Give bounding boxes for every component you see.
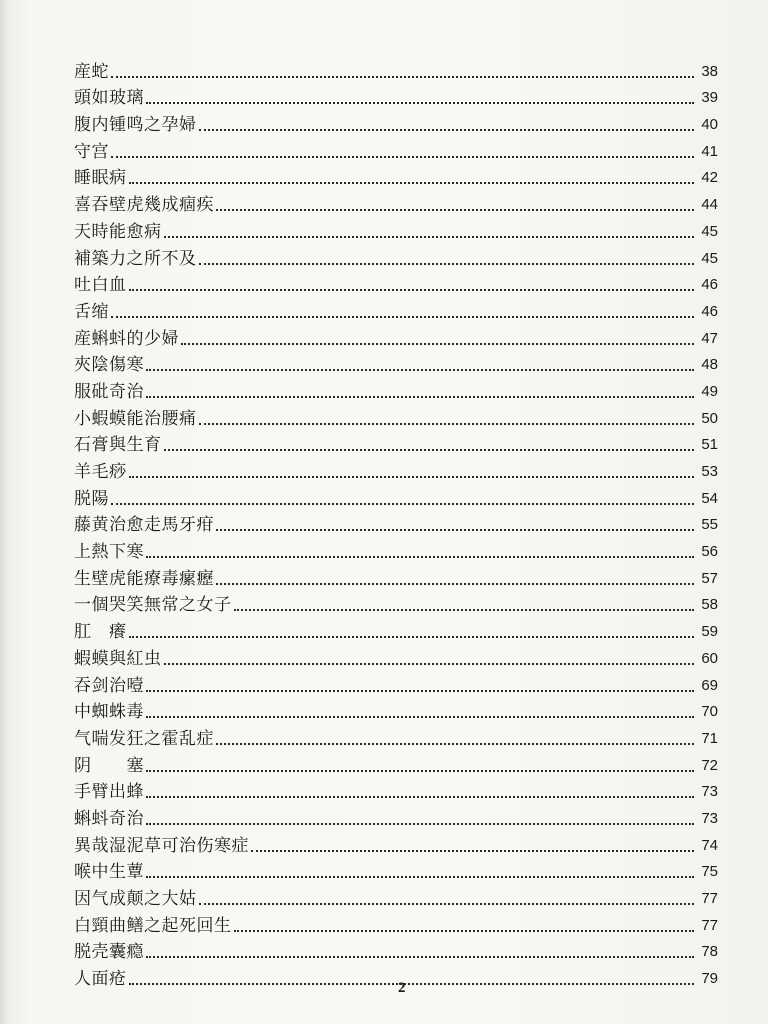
- toc-entry-title: 補築力之所不及: [74, 248, 197, 269]
- dot-leader: [146, 716, 694, 718]
- toc-entry: [74, 108, 718, 135]
- dot-leader: [146, 102, 694, 104]
- toc-entry-title: 産蝌蚪的少婦: [74, 328, 179, 349]
- dot-leader: [251, 850, 694, 852]
- toc-entry-title: 吞剑治噎: [74, 675, 144, 696]
- toc-entry: [74, 375, 718, 402]
- dot-leader: [129, 182, 695, 184]
- dot-leader: [216, 583, 694, 585]
- dot-leader: [181, 343, 694, 345]
- dot-leader: [111, 156, 694, 158]
- toc-entry-title: 舌缩: [74, 301, 109, 322]
- toc-entry-page: 49: [701, 382, 718, 400]
- toc-entry: [74, 882, 718, 909]
- dot-leader: [234, 609, 695, 611]
- toc-entry-page: 79: [701, 970, 718, 988]
- dot-leader: [111, 503, 694, 505]
- dot-leader: [129, 476, 695, 478]
- toc-entry: [74, 589, 718, 616]
- toc-entry-title: 蝌蚪奇治: [74, 808, 144, 829]
- toc-entry-page: 56: [701, 543, 718, 561]
- toc-entry-title: 肛 癢: [74, 622, 127, 643]
- toc-entry-page: 58: [701, 596, 718, 614]
- dot-leader: [216, 743, 694, 745]
- toc-entry: [74, 696, 718, 723]
- toc-entry-page: 72: [701, 756, 718, 774]
- toc-entry-title: 喉中生蕈: [74, 862, 144, 883]
- toc-entry-title: 脱陽: [74, 488, 109, 509]
- toc-entry-title: 睡眠病: [74, 168, 127, 189]
- toc-entry-page: 70: [701, 703, 718, 721]
- toc-entry: [74, 269, 718, 296]
- toc-entry-page: 78: [701, 943, 718, 961]
- toc-entry-title: 中蜘蛛毒: [74, 702, 144, 723]
- toc-entry-page: 77: [701, 916, 718, 934]
- dot-leader: [164, 236, 695, 238]
- toc-entry-title: 腹内锺鸣之孕婦: [74, 115, 197, 136]
- toc-entry-page: 40: [701, 116, 718, 134]
- toc-entry: [74, 349, 718, 376]
- toc-entry-title: 天時能愈病: [74, 221, 162, 242]
- dot-leader: [146, 690, 694, 692]
- dot-leader: [146, 876, 694, 878]
- toc-entry-title: 羊毛痧: [74, 462, 127, 482]
- toc-entry-page: 75: [701, 863, 718, 881]
- toc-entry-title: 藤黄治愈走馬牙疳: [74, 515, 214, 536]
- toc-entry-page: 54: [701, 489, 718, 507]
- toc-entry: [74, 749, 718, 776]
- toc-entry-page: 60: [701, 649, 718, 667]
- toc-entry-title: 異哉湿泥草可治伤寒症: [74, 835, 249, 856]
- toc-entry-page: 47: [701, 329, 718, 347]
- toc-entry: [74, 856, 718, 883]
- toc-entry-page: 71: [701, 729, 718, 747]
- toc-entry-page: 45: [701, 222, 718, 240]
- toc-entry: [74, 562, 718, 589]
- dot-leader: [164, 449, 695, 451]
- toc-entry-title: 喜吞壁虎幾成痼疾: [74, 195, 214, 216]
- dot-leader: [199, 129, 695, 131]
- toc-entry-page: 46: [701, 276, 718, 294]
- toc-entry-page: 44: [701, 196, 718, 214]
- toc-entry-title: 人面疮: [74, 969, 127, 990]
- toc-entry: [74, 722, 718, 749]
- toc-entry-title: 脱壳囊瘾: [74, 942, 144, 963]
- toc-entry-title: 蝦蟆與紅虫: [74, 648, 162, 669]
- toc-entry-page: 39: [701, 89, 718, 107]
- toc-entry: [74, 535, 718, 562]
- dot-leader: [111, 76, 694, 78]
- toc-entry: [74, 509, 718, 536]
- toc-entry-title: 頭如玻璃: [74, 88, 144, 109]
- dot-leader: [129, 983, 695, 985]
- dot-leader: [199, 903, 695, 905]
- toc-entry-page: 48: [701, 356, 718, 374]
- toc-entry: [74, 82, 718, 109]
- toc-entry: [74, 295, 718, 322]
- toc-entry-title: 守宫: [74, 141, 109, 162]
- page-number: 2: [398, 980, 406, 996]
- toc-entry-page: 51: [701, 436, 718, 454]
- toc-entry: [74, 242, 718, 269]
- toc-entry: [74, 455, 718, 482]
- dot-leader: [216, 529, 694, 531]
- toc-entry: [74, 776, 718, 803]
- dot-leader: [234, 930, 695, 932]
- dot-leader: [146, 823, 694, 825]
- toc-entry-page: 77: [701, 890, 718, 907]
- toc-entry-title: 小蝦蟆能治腰痛: [74, 408, 197, 429]
- toc-entry: [74, 322, 718, 349]
- dot-leader: [199, 423, 695, 425]
- dot-leader: [146, 556, 694, 558]
- toc-entry-title: 石膏與生育: [74, 435, 162, 456]
- page-edge-shadow: [0, 0, 8, 1024]
- dot-leader: [129, 636, 695, 638]
- dot-leader: [129, 289, 695, 291]
- toc-entry: [74, 669, 718, 696]
- toc-entry-title: 一個哭笑無常之女子: [74, 595, 232, 616]
- toc-entry: [74, 188, 718, 215]
- dot-leader: [111, 316, 694, 318]
- toc-entry-title: 吐白血: [74, 275, 127, 296]
- toc-entry: [74, 162, 718, 189]
- toc-entry-page: 73: [701, 809, 718, 827]
- toc-entry-title: 産蛇: [74, 61, 109, 82]
- toc-entry: [74, 829, 718, 856]
- toc-entry-title: 气喘发狂之霍乱症: [74, 728, 214, 749]
- toc-entry-page: 59: [701, 623, 718, 641]
- dot-leader: [146, 396, 694, 398]
- toc-entry: [74, 615, 718, 642]
- table-of-contents: [74, 55, 718, 989]
- toc-entry-page: 73: [701, 783, 718, 801]
- toc-entry: [74, 482, 718, 509]
- dot-leader: [146, 956, 694, 958]
- toc-entry: [74, 55, 718, 82]
- toc-entry: [74, 909, 718, 936]
- toc-entry-title: 上熱下寒: [74, 542, 144, 563]
- dot-leader: [164, 663, 695, 665]
- toc-entry-title: 阴 塞: [74, 755, 144, 776]
- toc-entry: [74, 642, 718, 669]
- toc-entry: [74, 802, 718, 829]
- toc-entry: [74, 215, 718, 242]
- dot-leader: [146, 770, 694, 772]
- toc-entry-page: 74: [701, 836, 718, 854]
- toc-entry-page: 55: [701, 516, 718, 534]
- toc-entry: [74, 135, 718, 162]
- toc-entry-title: 服砒奇治: [74, 381, 144, 402]
- toc-entry-title: 夾陰傷寒: [74, 355, 144, 376]
- toc-entry-page: 42: [701, 169, 718, 187]
- dot-leader: [146, 796, 694, 798]
- toc-entry-page: 45: [701, 249, 718, 267]
- toc-entry: [74, 936, 718, 963]
- toc-entry-title: 手臂出蜂: [74, 782, 144, 803]
- dot-leader: [199, 263, 695, 265]
- toc-entry-page: 57: [701, 569, 718, 587]
- toc-entry-title: 因气成颠之大姑: [74, 889, 197, 909]
- toc-entry-title: 生壁虎能療毒瘰癧: [74, 568, 214, 589]
- toc-entry-page: 41: [701, 142, 718, 160]
- toc-entry-page: 46: [701, 302, 718, 320]
- dot-leader: [146, 369, 694, 371]
- toc-entry-title: 白頸曲鳝之起死回生: [74, 915, 232, 936]
- dot-leader: [216, 209, 694, 211]
- toc-entry-page: 38: [701, 62, 718, 80]
- toc-entry: [74, 962, 718, 989]
- toc-entry-page: 53: [701, 463, 718, 480]
- toc-entry: [74, 429, 718, 456]
- toc-entry-page: 69: [701, 676, 718, 694]
- toc-entry: [74, 402, 718, 429]
- toc-entry-page: 50: [701, 409, 718, 427]
